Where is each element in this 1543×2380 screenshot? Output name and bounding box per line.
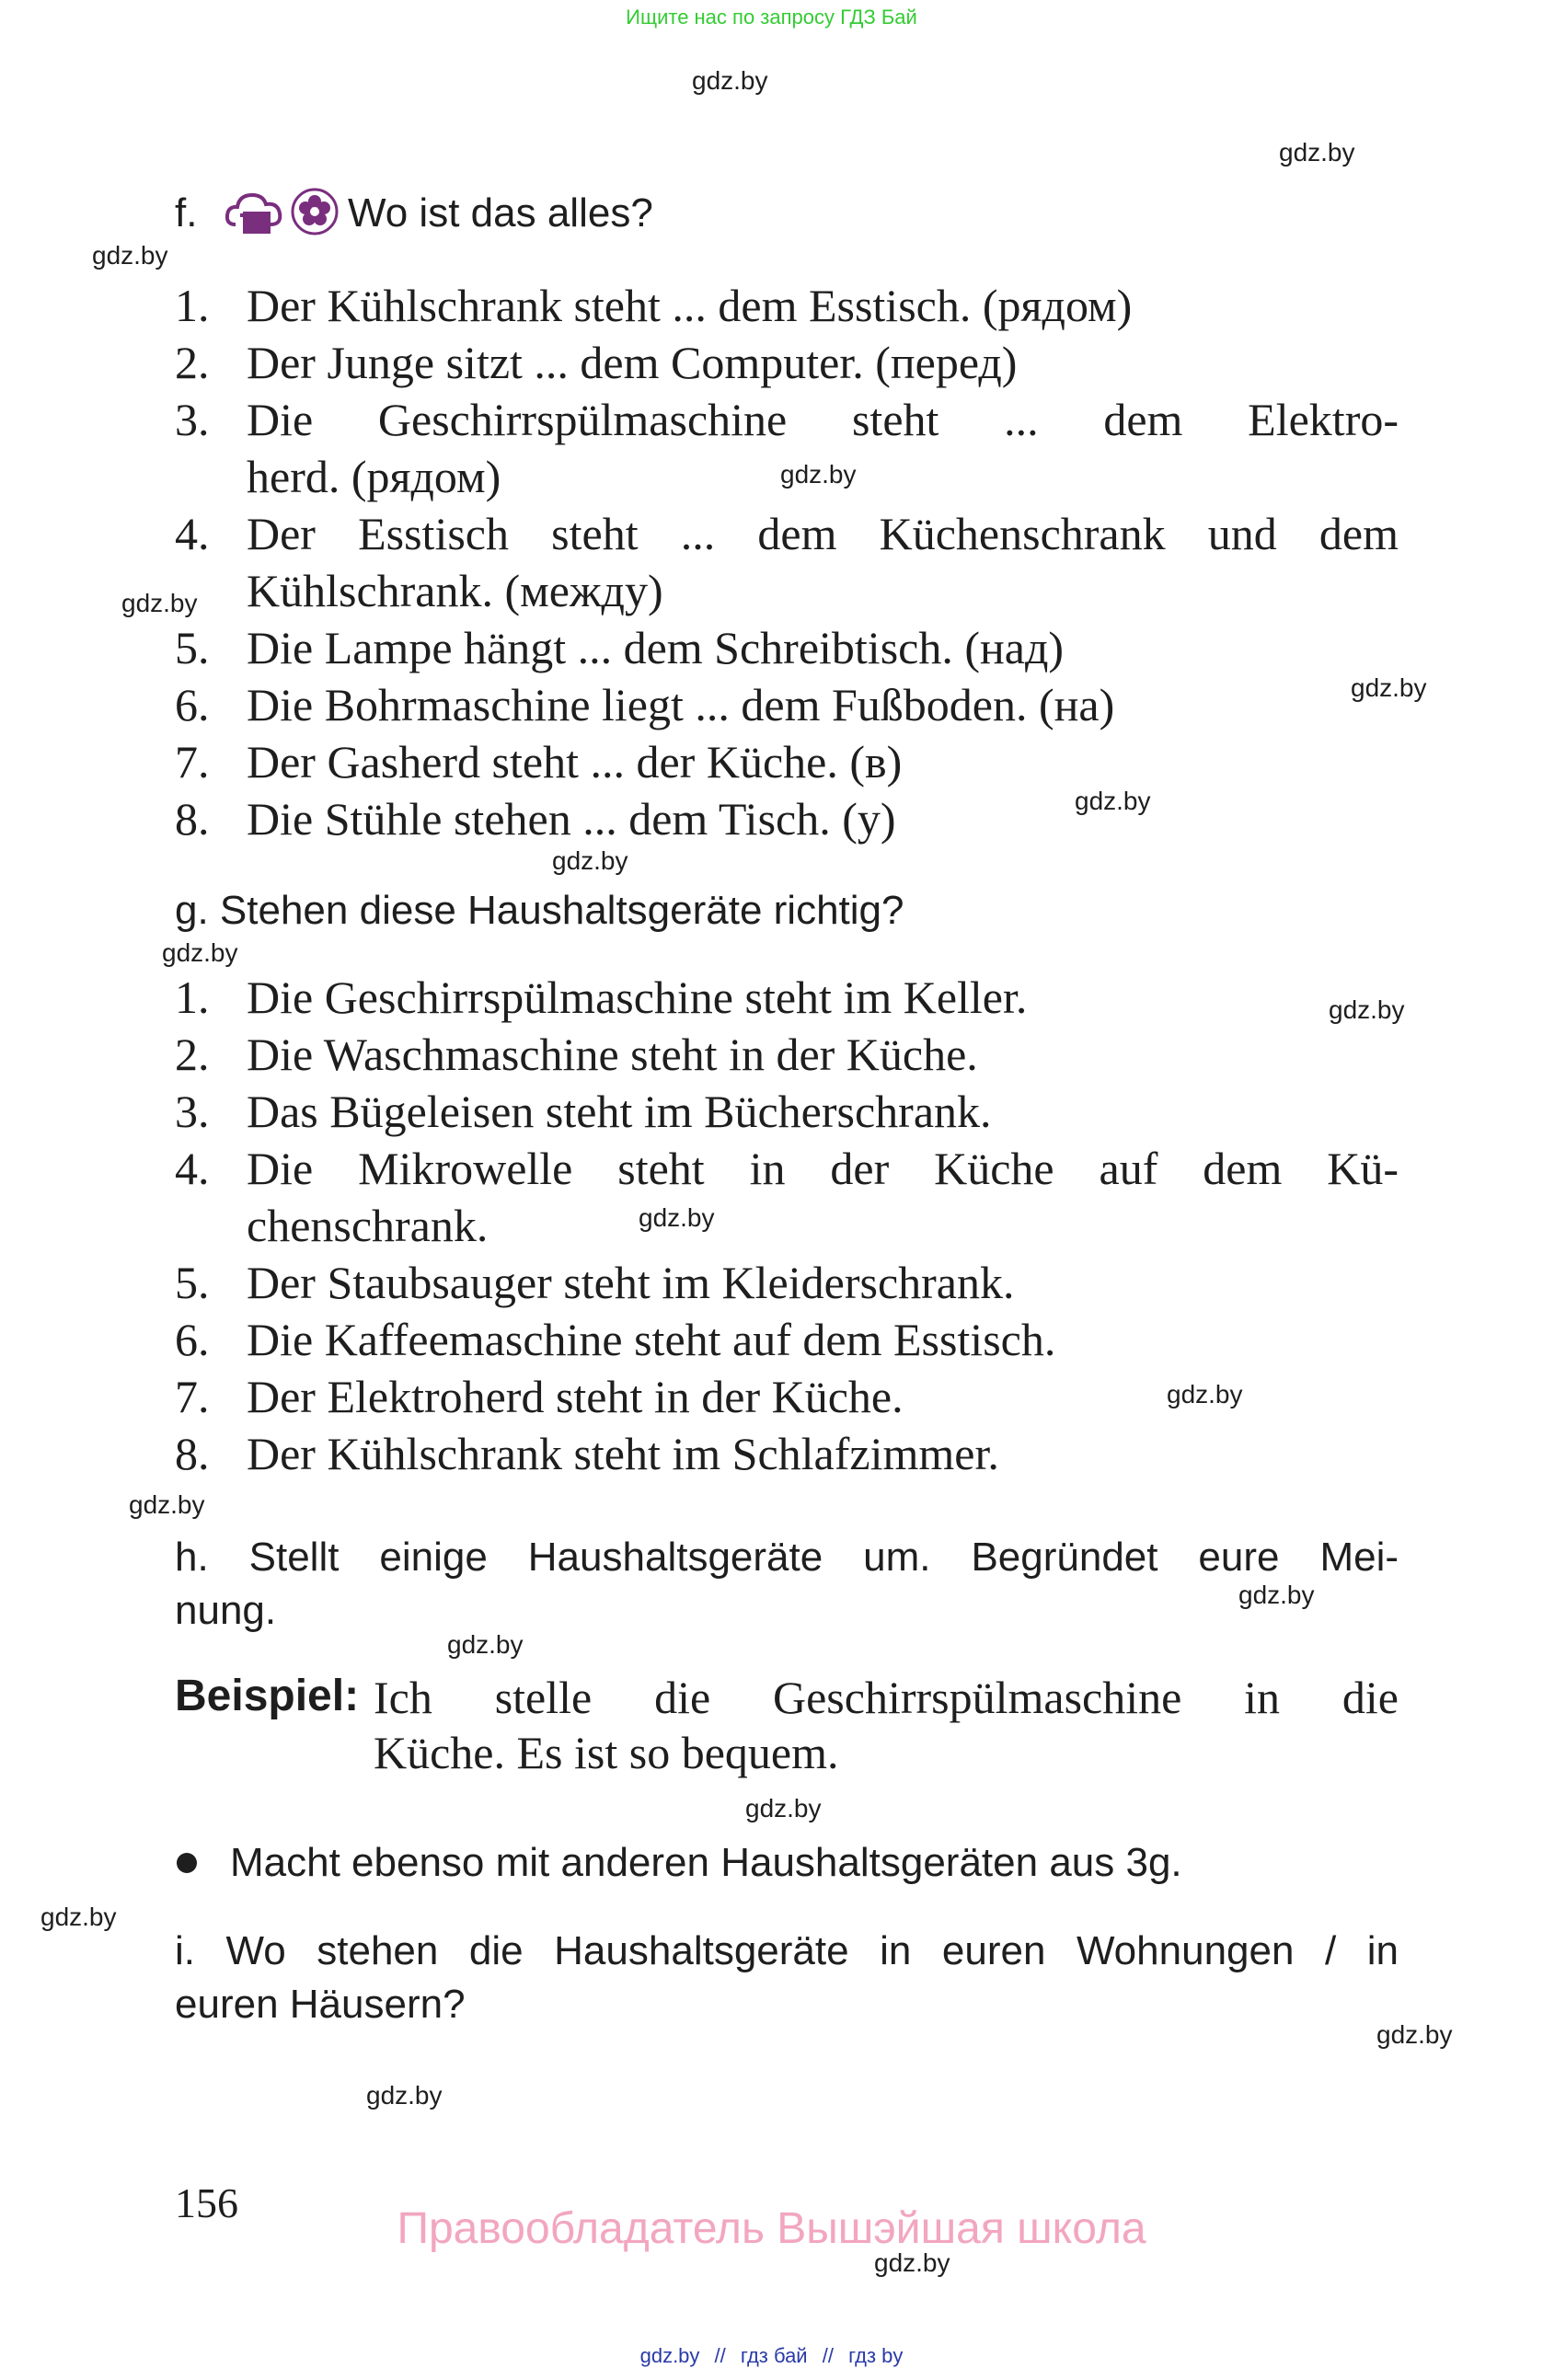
list-item-number: 5. xyxy=(175,1257,210,1308)
watermark: gdz.by xyxy=(1351,673,1427,702)
watermark: gdz.by xyxy=(1329,995,1405,1024)
watermark: gdz.by xyxy=(552,846,628,875)
list-item: Die Kaffeemaschine steht auf dem Esstisch. xyxy=(247,1314,1056,1365)
watermark: gdz.by xyxy=(162,938,238,967)
list-item: Der Junge sitzt ... dem Computer. (перед) xyxy=(247,337,1018,388)
section-i-line2: euren Häusern? xyxy=(175,1982,466,2027)
section-g-title: g. Stehen diese Haushaltsgeräte richtig? xyxy=(175,888,904,933)
list-item-number: 4. xyxy=(175,1143,210,1194)
list-item: Der Staubsauger steht im Kleiderschrank. xyxy=(247,1257,1015,1308)
list-item-number: 2. xyxy=(175,1029,210,1080)
list-item-number: 4. xyxy=(175,508,210,559)
list-item-number: 5. xyxy=(175,622,210,673)
list-item-number: 3. xyxy=(175,394,210,445)
list-item: Die Mikrowelle steht in der Küche auf dem Kü- xyxy=(247,1143,1399,1194)
watermark: gdz.by xyxy=(1279,138,1355,167)
beispiel-text-line1: Ich stelle die Geschirrspülmaschine in die xyxy=(374,1672,1399,1723)
list-item-number: 8. xyxy=(175,793,210,845)
section-i-line1: i. Wo stehen die Haushaltsgeräte in euren Wohnungen / in xyxy=(175,1928,1399,1973)
footer-separator: // xyxy=(822,2344,834,2367)
list-item: Der Kühlschrank steht im Schlafzimmer. xyxy=(247,1428,999,1479)
list-item: Die Geschirrspülmaschine steht im Keller. xyxy=(247,972,1028,1023)
watermark: gdz.by xyxy=(92,241,168,270)
footer-separator: // xyxy=(714,2344,726,2367)
footer-link[interactable]: гдз by xyxy=(848,2344,904,2367)
list-item-number: 3. xyxy=(175,1086,210,1137)
list-item: Das Bügeleisen steht im Bücherschrank. xyxy=(247,1086,992,1137)
list-item: Der Gasherd steht ... der Küche. (в) xyxy=(247,736,903,788)
list-item-number: 1. xyxy=(175,972,210,1023)
section-h-line1: h. Stellt einige Haushaltsgeräte um. Begründet eure Mei- xyxy=(175,1535,1399,1580)
page-number: 156 xyxy=(175,2179,238,2226)
watermark: gdz.by xyxy=(447,1630,524,1659)
beispiel-text-line2: Küche. Es ist so bequem. xyxy=(374,1727,839,1778)
footer-link[interactable]: гдз бай xyxy=(740,2344,808,2367)
watermark: gdz.by xyxy=(1376,2020,1453,2049)
flower-icon xyxy=(291,188,339,236)
top-banner[interactable]: Ищите нас по запросу ГДЗ Бай xyxy=(626,6,917,29)
footer-links xyxy=(0,2344,1543,2368)
watermark: gdz.by xyxy=(1238,1581,1315,1609)
watermark: gdz.by xyxy=(40,1903,117,1931)
watermark: gdz.by xyxy=(745,1794,822,1822)
section-f-letter: f. xyxy=(175,190,198,236)
list-item: Die Geschirrspülmaschine steht ... dem Elektro- xyxy=(247,394,1399,445)
list-item-number: 2. xyxy=(175,337,210,388)
list-item-number: 8. xyxy=(175,1428,210,1479)
list-item: Die Bohrmaschine liegt ... dem Fußboden. (на) xyxy=(247,679,1115,730)
section-f-title: Wo ist das alles? xyxy=(348,190,653,236)
list-item-continuation: Kühlschrank. (между) xyxy=(247,565,663,616)
list-item-number: 1. xyxy=(175,280,210,331)
list-item-number: 6. xyxy=(175,679,210,730)
list-item: Die Stühle stehen ... dem Tisch. (у) xyxy=(247,793,896,845)
footer-link[interactable]: gdz.by xyxy=(639,2344,700,2367)
list-item-number: 7. xyxy=(175,736,210,788)
watermark: gdz.by xyxy=(639,1203,715,1232)
list-item: Der Esstisch steht ... dem Küchenschrank und dem xyxy=(247,508,1399,559)
watermark: gdz.by xyxy=(366,2081,443,2110)
watermark: gdz.by xyxy=(780,460,857,489)
list-item-number: 7. xyxy=(175,1371,210,1422)
section-h-line2: nung. xyxy=(175,1588,277,1633)
copyright-owner: Правообладатель Вышэйшая школа xyxy=(397,2204,1146,2253)
watermark: gdz.by xyxy=(1075,787,1151,815)
list-item: Der Elektroherd steht in der Küche. xyxy=(247,1371,904,1422)
beispiel-label: Beispiel: xyxy=(175,1672,360,1720)
list-item-continuation: herd. (рядом) xyxy=(247,451,501,502)
list-item: Die Lampe hängt ... dem Schreibtisch. (над) xyxy=(247,622,1065,673)
watermark: gdz.by xyxy=(129,1490,205,1519)
list-item: Die Waschmaschine steht in der Küche. xyxy=(247,1029,978,1080)
bullet-text: Macht ebenso mit anderen Haushaltsgeräten aus 3g. xyxy=(230,1840,1182,1885)
list-item-continuation: chenschrank. xyxy=(247,1200,489,1251)
cloud-screen-icon xyxy=(225,188,285,239)
bullet-dot xyxy=(177,1853,197,1873)
list-item-number: 6. xyxy=(175,1314,210,1365)
list-item: Der Kühlschrank steht ... dem Esstisch. (рядом) xyxy=(247,280,1133,331)
watermark: gdz.by xyxy=(1167,1380,1243,1408)
watermark: gdz.by xyxy=(874,2248,950,2277)
watermark: gdz.by xyxy=(692,66,768,95)
watermark: gdz.by xyxy=(121,589,198,617)
